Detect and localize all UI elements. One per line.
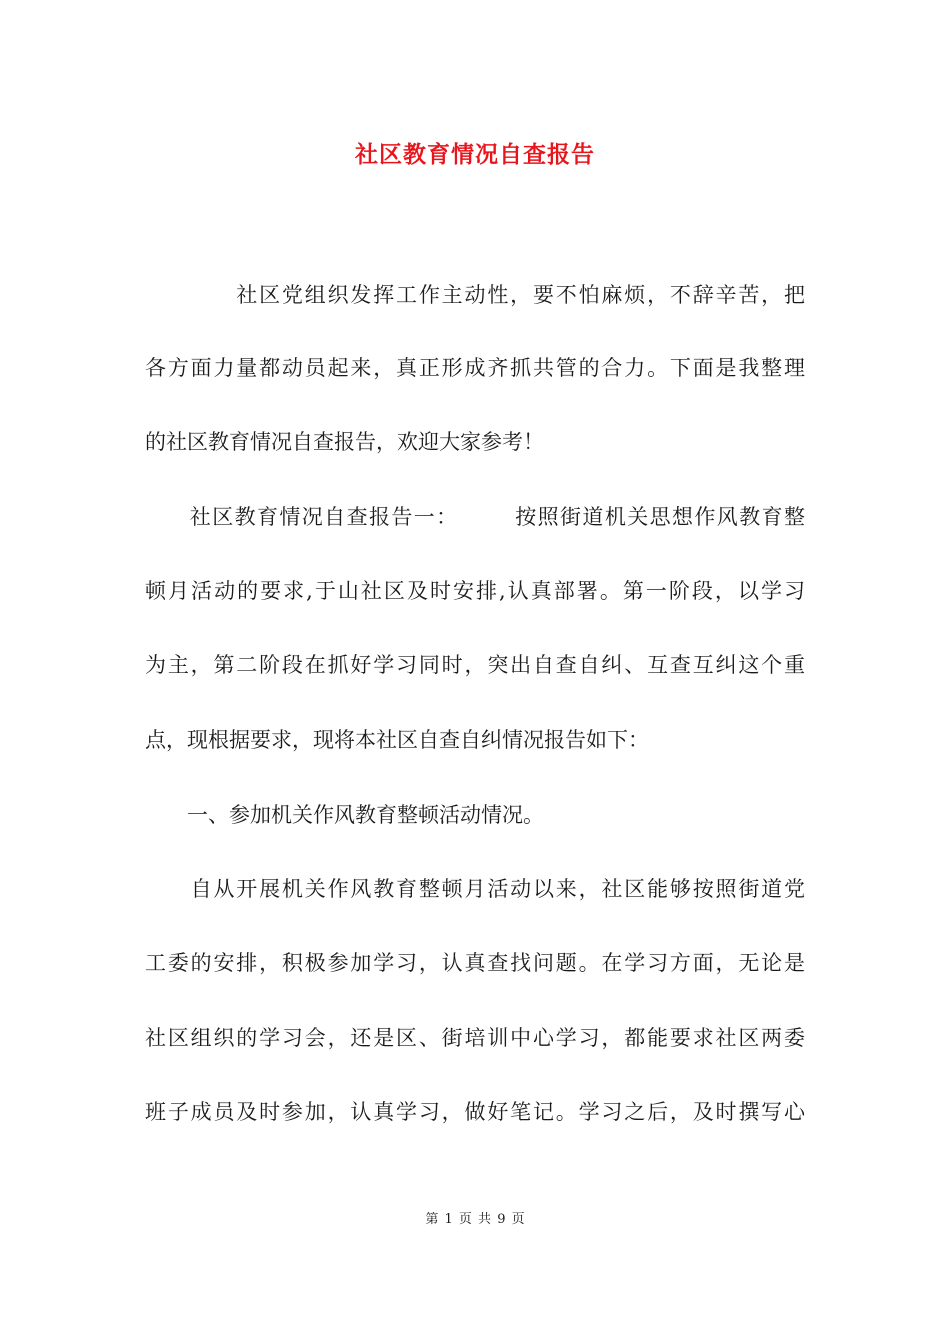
- body-line: 自从开展机关作风教育整顿月活动以来，社区能够按照街道党: [145, 877, 805, 901]
- body-line: 社区教育情况自查报告一： 按照街道机关思想作风教育整: [145, 505, 805, 529]
- section-heading: 一、参加机关作风教育整顿活动情况。: [145, 803, 544, 827]
- body-line: 各方面力量都动员起来，真正形成齐抓共管的合力。下面是我整理: [145, 356, 805, 380]
- document-title: 社区教育情况自查报告: [355, 141, 595, 168]
- body-line: 点，现根据要求，现将本社区自查自纠情况报告如下：: [145, 728, 649, 752]
- body-line: 的社区教育情况自查报告，欢迎大家参考！: [145, 430, 544, 454]
- page-number: 第 1 页 共 9 页: [425, 1212, 525, 1227]
- body-line: 社区组织的学习会，还是区、街培训中心学习，都能要求社区两委: [145, 1026, 805, 1050]
- body-line: 班子成员及时参加，认真学习，做好笔记。学习之后，及时撰写心: [145, 1100, 805, 1124]
- body-line: 社区党组织发挥工作主动性，要不怕麻烦，不辞辛苦，把: [145, 283, 805, 307]
- body-line: 顿月活动的要求,于山社区及时安排,认真部署。第一阶段，以学习: [145, 579, 805, 603]
- body-line: 工委的安排，积极参加学习，认真查找问题。在学习方面，无论是: [145, 951, 805, 975]
- body-line: 为主，第二阶段在抓好学习同时，突出自查自纠、互查互纠这个重: [145, 653, 805, 677]
